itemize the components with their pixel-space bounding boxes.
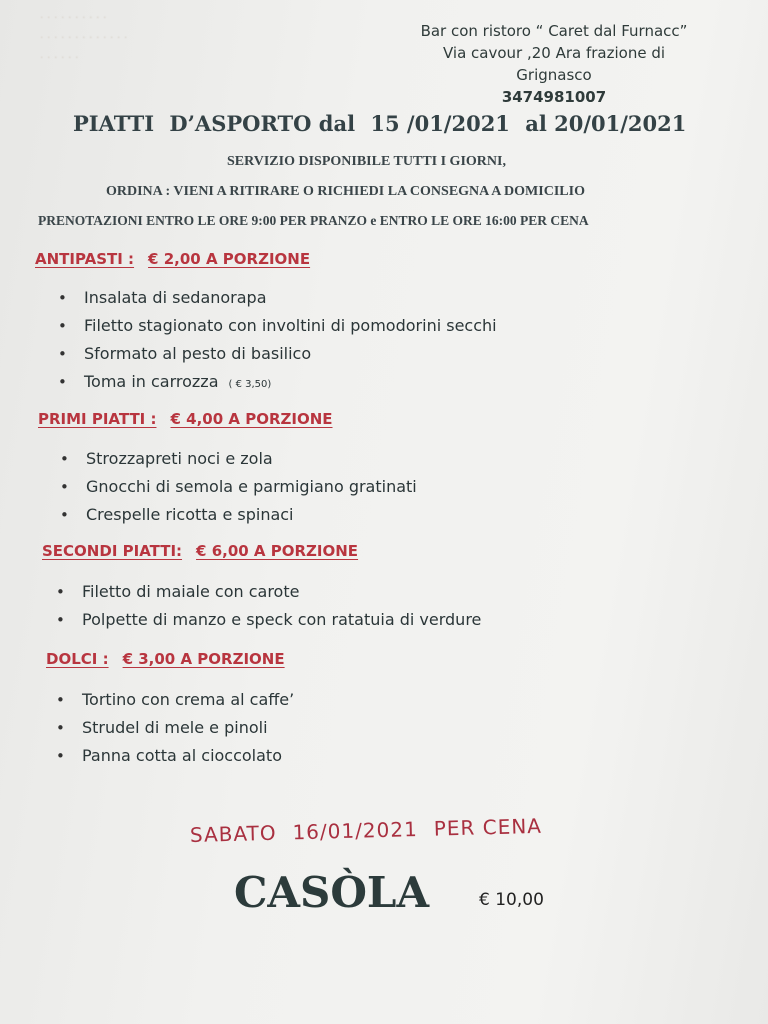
show-through-text: · · · · · · · · · · · · · · · · · · · · · · · · · · · · ·	[40, 11, 128, 64]
list-item: • Filetto di maiale con carote	[56, 578, 481, 606]
order-note: ORDINA : VIENI A RITIRARE O RICHIEDI LA CONSEGNA A DOMICILIO	[106, 184, 585, 199]
antipasti-list	[58, 284, 497, 396]
business-name: Bar con ristoro “ Caret dal Furnacc”	[420, 22, 688, 40]
list-item: • Tortino con crema al caffe’	[56, 686, 294, 714]
business-header	[404, 20, 704, 108]
section-primi-header	[38, 410, 333, 428]
list-item: • Crespelle ricotta e spinaci	[60, 501, 417, 529]
section-secondi-header	[42, 542, 358, 560]
special-dish-price: € 10,00	[479, 890, 544, 910]
list-item	[58, 368, 497, 396]
title-part2: D’ASPORTO dal	[169, 111, 356, 136]
list-item: • Filetto stagionato con involtini di pomodorini secchi	[58, 312, 497, 340]
special-date: 16/01/2021	[292, 817, 419, 845]
section-price: € 6,00 A PORZIONE	[196, 542, 359, 560]
dolci-list	[56, 686, 294, 770]
list-item: • Polpette di manzo e speck con ratatuia di verdure	[56, 606, 481, 634]
section-dolci-header	[46, 650, 285, 668]
special-dish: CASÒLA	[234, 868, 430, 917]
business-address: Via cavour ,20 Ara frazione di Grignasco	[442, 44, 666, 84]
section-price: € 3,00 A PORZIONE	[122, 650, 285, 668]
item-name: Toma in carrozza	[84, 372, 219, 391]
list-item: • Strudel di mele e pinoli	[56, 714, 294, 742]
business-phone: 3474981007	[501, 88, 607, 106]
title-date-to: al 20/01/2021	[525, 111, 687, 136]
section-label: PRIMI PIATTI :	[38, 410, 157, 428]
secondi-list	[56, 578, 481, 634]
list-item: • Insalata di sedanorapa	[58, 284, 497, 312]
special-announcement	[190, 814, 543, 847]
section-label: DOLCI :	[46, 650, 109, 668]
service-note: SERVIZIO DISPONIBILE TUTTI I GIORNI,	[227, 154, 506, 169]
section-label: ANTIPASTI :	[35, 250, 135, 268]
title-part1: PIATTI	[73, 111, 155, 136]
menu-title	[73, 111, 694, 136]
section-label: SECONDI PIATTI:	[42, 542, 183, 560]
title-date-from: 15 /01/2021	[370, 111, 510, 136]
primi-list	[60, 445, 417, 529]
special-meal: PER CENA	[433, 813, 543, 841]
section-price: € 4,00 A PORZIONE	[170, 410, 333, 428]
booking-note: PRENOTAZIONI ENTRO LE ORE 9:00 PER PRANZO e ENTRO LE ORE 16:00 PER CENA	[38, 213, 589, 228]
special-day: SABATO	[189, 820, 277, 847]
list-item: • Strozzapreti noci e zola	[60, 445, 417, 473]
list-item: • Sformato al pesto di basilico	[58, 340, 497, 368]
item-price-note: ( € 3,50)	[228, 379, 272, 390]
list-item: • Panna cotta al cioccolato	[56, 742, 294, 770]
section-price: € 2,00 A PORZIONE	[148, 250, 311, 268]
section-antipasti-header	[35, 250, 310, 268]
list-item: • Gnocchi di semola e parmigiano gratinati	[60, 473, 417, 501]
